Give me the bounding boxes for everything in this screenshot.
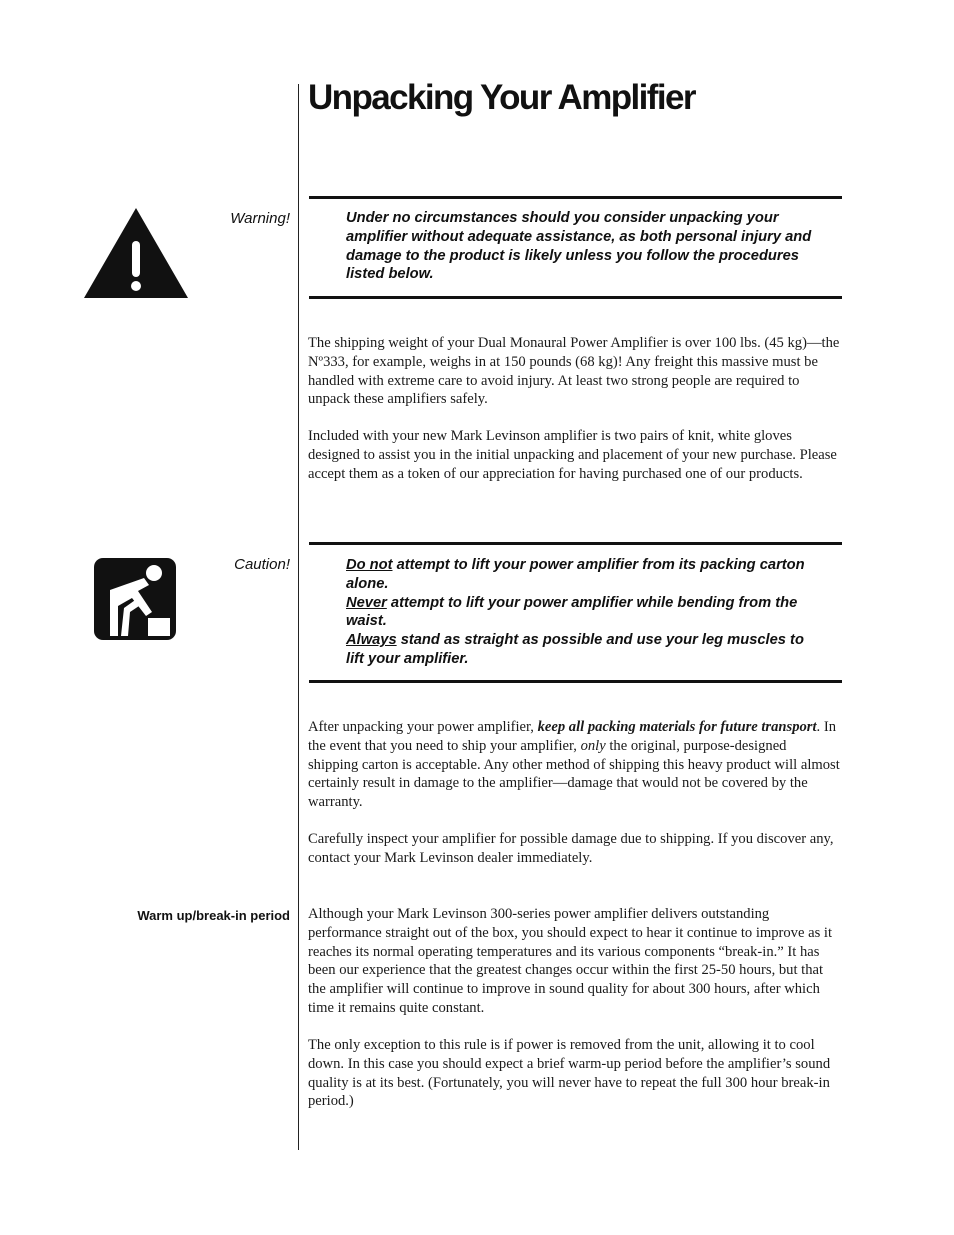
warning-label: Warning! — [230, 210, 290, 227]
packing-materials-paragraph: After unpacking your power amplifier, keep all packing materials for future transport. In the event that you need to ship your amplifier, only the original, purpose-designed shipping carton is acceptable. Any other method of shipping this heavy product will almost certainly result in damage to the amplifier—damage that would not be covered by the warranty. — [308, 719, 840, 811]
lifting-person-icon — [94, 558, 176, 640]
inspect-paragraph: Carefully inspect your amplifier for possible damage due to shipping. If you discover any, contact your Mark Levinson dealer immediately. — [308, 831, 834, 866]
warning-bottom-rule — [309, 296, 842, 299]
caution-line-always: Always stand as straight as possible and use your leg muscles to lift your amplifier. — [346, 632, 804, 667]
caution-bottom-rule — [309, 680, 842, 683]
warning-top-rule — [309, 196, 842, 199]
page-title: Unpacking Your Amplifier — [308, 78, 695, 117]
gloves-paragraph: Included with your new Mark Levinson amplifier is two pairs of knit, white gloves designed to assist you in the initial unpacking and placement of your new purchase. Please accept them as a token of our appreciation for having purchased one of our products. — [308, 428, 837, 482]
caution-label: Caution! — [234, 556, 290, 573]
warning-text: Under no circumstances should you consider unpacking your amplifier without adequate assistance, as both personal injury and damage to the product is likely unless you follow the procedures listed below. — [346, 210, 812, 283]
shipping-weight-paragraph: The shipping weight of your Dual Monaural Power Amplifier is over 100 lbs. (45 kg)—the Nº333, for example, weighs in at 150 pounds (68 kg)! Any freight this massive must be handled with extreme care to avoid injury. At least two strong people are required to unpack these amplifiers safely. — [308, 335, 840, 408]
warmup-paragraph-2: The only exception to this rule is if power is removed from the unit, allowing it to cool down. In this case you should expect a brief warm-up period before the amplifier’s sound quality is at its best. (Fortunately, you will never have to repeat the full 300 hour break-in period.) — [308, 1037, 831, 1110]
caution-line-never: Never attempt to lift your power amplifier while bending from the waist. — [346, 594, 798, 630]
warmup-label: Warm up/break-in period — [137, 908, 290, 923]
warmup-paragraph-1: Although your Mark Levinson 300-series power amplifier delivers outstanding performance straight out of the box, you should expect to hear it continue to improve as it reaches its normal operating temperatures and its various components “break-in.” It has been our experience that the greatest changes occur within the first 25-50 hours, but that the amplifier will continue to improve in sound quality for about 300 hours, after which time it remains quite constant. — [308, 906, 833, 1016]
caution-top-rule — [309, 542, 842, 545]
caution-line-do-not: Do not attempt to lift your power amplifier from its packing carton alone. — [346, 557, 805, 592]
caution-text — [346, 556, 816, 669]
warning-triangle-icon — [84, 208, 188, 298]
margin-rule — [298, 84, 299, 1150]
